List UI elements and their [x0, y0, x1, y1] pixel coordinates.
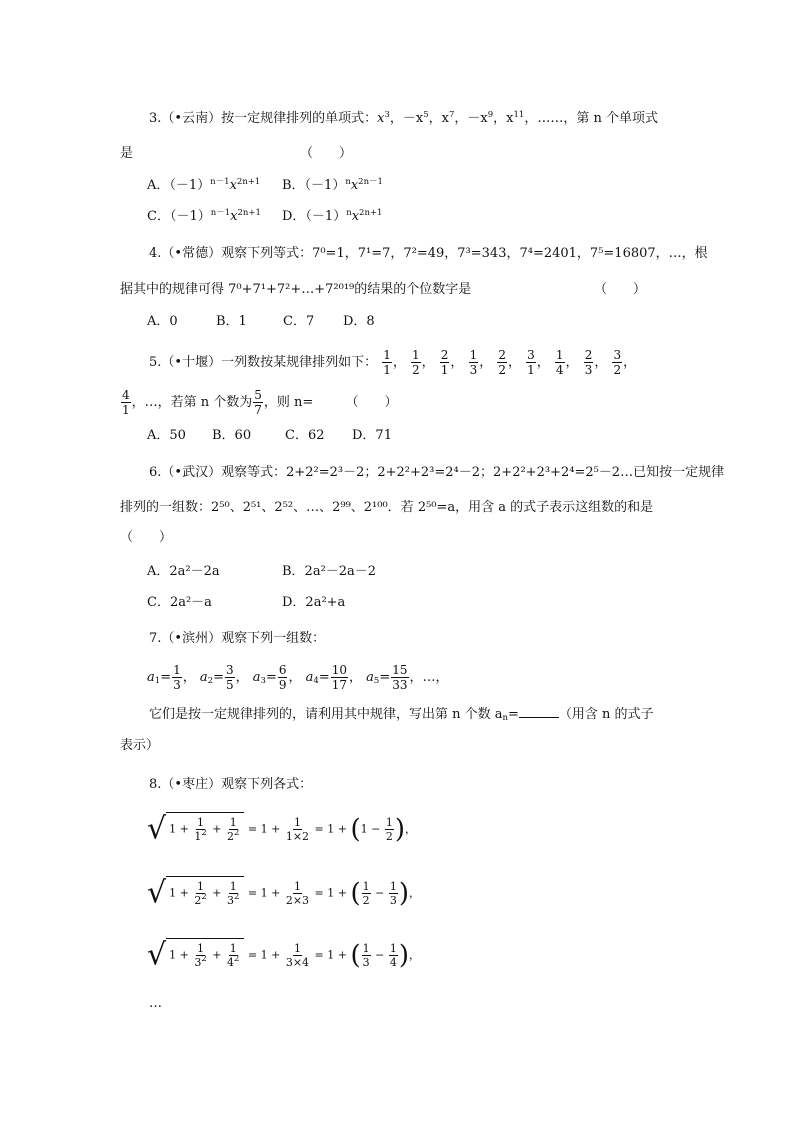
q5-frac-8: $\frac{2}{3}$ [584, 348, 593, 377]
q4-option-b: B．1 [216, 314, 247, 329]
q3-option-b: B．$(-1)^nx^{2n-1}$ [282, 177, 383, 193]
q8-line1: 8.（•枣庄）观察下列各式： [149, 777, 313, 792]
q3-line1: 3.（•云南）按一定规律排列的单项式：$x^3$，$-x^5$，$x^7$，$-x^9$，$x^{11}$，……，第 n 个单项式 [149, 110, 658, 126]
q7-line4: 表示） [120, 738, 160, 753]
q5-frac-9: $\frac{3}{2}$ [613, 348, 622, 377]
q8-formula-3: √ 1 + $\frac{1}{3^2}$ + $\frac{1}{4^2}$ = 1 + $\frac{1}{3\times 4}$ = 1 + ( $\frac{1}{3}$ − $\frac{1}{4}$ )， [147, 937, 420, 973]
q7-sequence: $a_1=$ $\frac{1}{3}$ ， $a_2=$ $\frac{3}{5}$ ， $a_3=$ $\frac{6}{9}$ ， $a_4=$ $\frac{10}{17}$ ， $a_5=$ $\frac{15}{33}$ ，…， [147, 663, 449, 692]
q7-frac-4: $\frac{10}{17}$ [331, 663, 347, 692]
q3-option-c: C．$(-1)^{n-1}x^{2n+1}$ [147, 208, 261, 224]
q5-option-c: C．62 [285, 428, 325, 443]
q5-frac-5: $\frac{2}{2}$ [498, 348, 506, 377]
q6-option-a: A．2a²－2a [147, 564, 220, 579]
q6-option-c: C．2a²－a [147, 595, 212, 610]
q5-frac-3: $\frac{2}{1}$ [440, 348, 449, 377]
q5-frac-7: $\frac{1}{4}$ [555, 348, 564, 377]
q7-frac-2: $\frac{3}{5}$ [225, 663, 234, 692]
q7-line3: 它们是按一定规律排列的，请利用其中规律，写出第 n 个数 $a_n=$ （用含 n 的式子 [149, 707, 654, 723]
q3-option-d: D．$(-1)^nx^{2n+1}$ [282, 208, 383, 224]
q5-option-b: B．60 [212, 428, 252, 443]
q6-option-d: D．2a²+a [282, 595, 346, 610]
q5-target-frac: $\frac{5}{7}$ [254, 388, 262, 417]
q7-frac-5: $\frac{15}{33}$ [392, 663, 408, 692]
q8-formula-2: √ 1 + $\frac{1}{2^2}$ + $\frac{1}{3^2}$ = 1 + $\frac{1}{2\times 3}$ = 1 + ( $\frac{1}{2}$ − $\frac{1}{3}$ )， [147, 875, 420, 911]
q5-frac-2: $\frac{1}{2}$ [412, 348, 420, 377]
q3-line2: 是 [120, 146, 134, 161]
q5-option-d: D．71 [352, 428, 392, 443]
q4-line1: 4.（•常德）观察下列等式：7⁰=1，7¹=7，7²=49，7³=343，7⁴=2401，7⁵=16807，…，根 [149, 246, 708, 261]
q5-line2: $\frac{4}{1}$ ，…，若第 n 个数为 $\frac{5}{7}$ ，则 n= （ ） [122, 388, 398, 417]
q4-answer-paren: （ ） [594, 282, 647, 297]
q4-line2: 据其中的规律可得 7⁰+7¹+7²+…+7²⁰¹⁹的结果的个位数字是 [120, 282, 472, 297]
q6-line2: 排列的一组数：2⁵⁰、2⁵¹、2⁵²、…、2⁹⁹、2¹⁰⁰．若 2⁵⁰=a，用含 a 的式子表示这组数的和是 [120, 500, 654, 515]
q4-option-c: C．7 [283, 314, 315, 329]
q8-ellipsis: … [149, 996, 162, 1011]
q7-frac-1: $\frac{1}{3}$ [173, 663, 181, 692]
q8-formula-1: √ 1 + $\frac{1}{1^2}$ + $\frac{1}{2^2}$ = 1 + $\frac{1}{1\times 2}$ = 1 + (1 − $\frac{1}{2}$ )， [147, 811, 416, 847]
q6-option-b: B．2a²－2a－2 [282, 564, 377, 579]
answer-blank[interactable] [519, 705, 559, 718]
q6-line3: （ ） [120, 530, 173, 545]
q4-option-d: D．8 [343, 314, 375, 329]
q3-option-a: A．$(-1)^{n-1}x^{2n+1}$ [147, 177, 261, 193]
q5-frac-10: $\frac{4}{1}$ [122, 388, 130, 417]
q5-frac-1: $\frac{1}{1}$ [383, 348, 391, 377]
q3-answer-paren: （ ） [300, 146, 353, 161]
q6-line1: 6.（•武汉）观察等式：2+2²=2³－2；2+2²+2³=2⁴－2；2+2²+2³+2⁴=2⁵－2…已知按一定规律 [149, 465, 725, 480]
q7-line1: 7.（•滨州）观察下列一组数： [149, 631, 326, 646]
q5-frac-6: $\frac{3}{1}$ [527, 348, 535, 377]
q5-line1: 5.（•十堰）一列数按某规律排列如下： $\frac{1}{1}$ ， $\frac{1}{2}$ ， $\frac{2}{1}$ ， $\frac{1}{3}$ ， $\frac{2}{2}$ ， $\frac{3}{1}$ ， $\frac{1}{4}$ ， $\frac{2}{3}$ ， $\frac{3}{2}$ ， [149, 348, 637, 377]
q4-option-a: A．0 [147, 314, 178, 329]
q5-frac-4: $\frac{1}{3}$ [469, 348, 478, 377]
q7-frac-3: $\frac{6}{9}$ [278, 663, 287, 692]
q5-option-a: A．50 [147, 428, 186, 443]
